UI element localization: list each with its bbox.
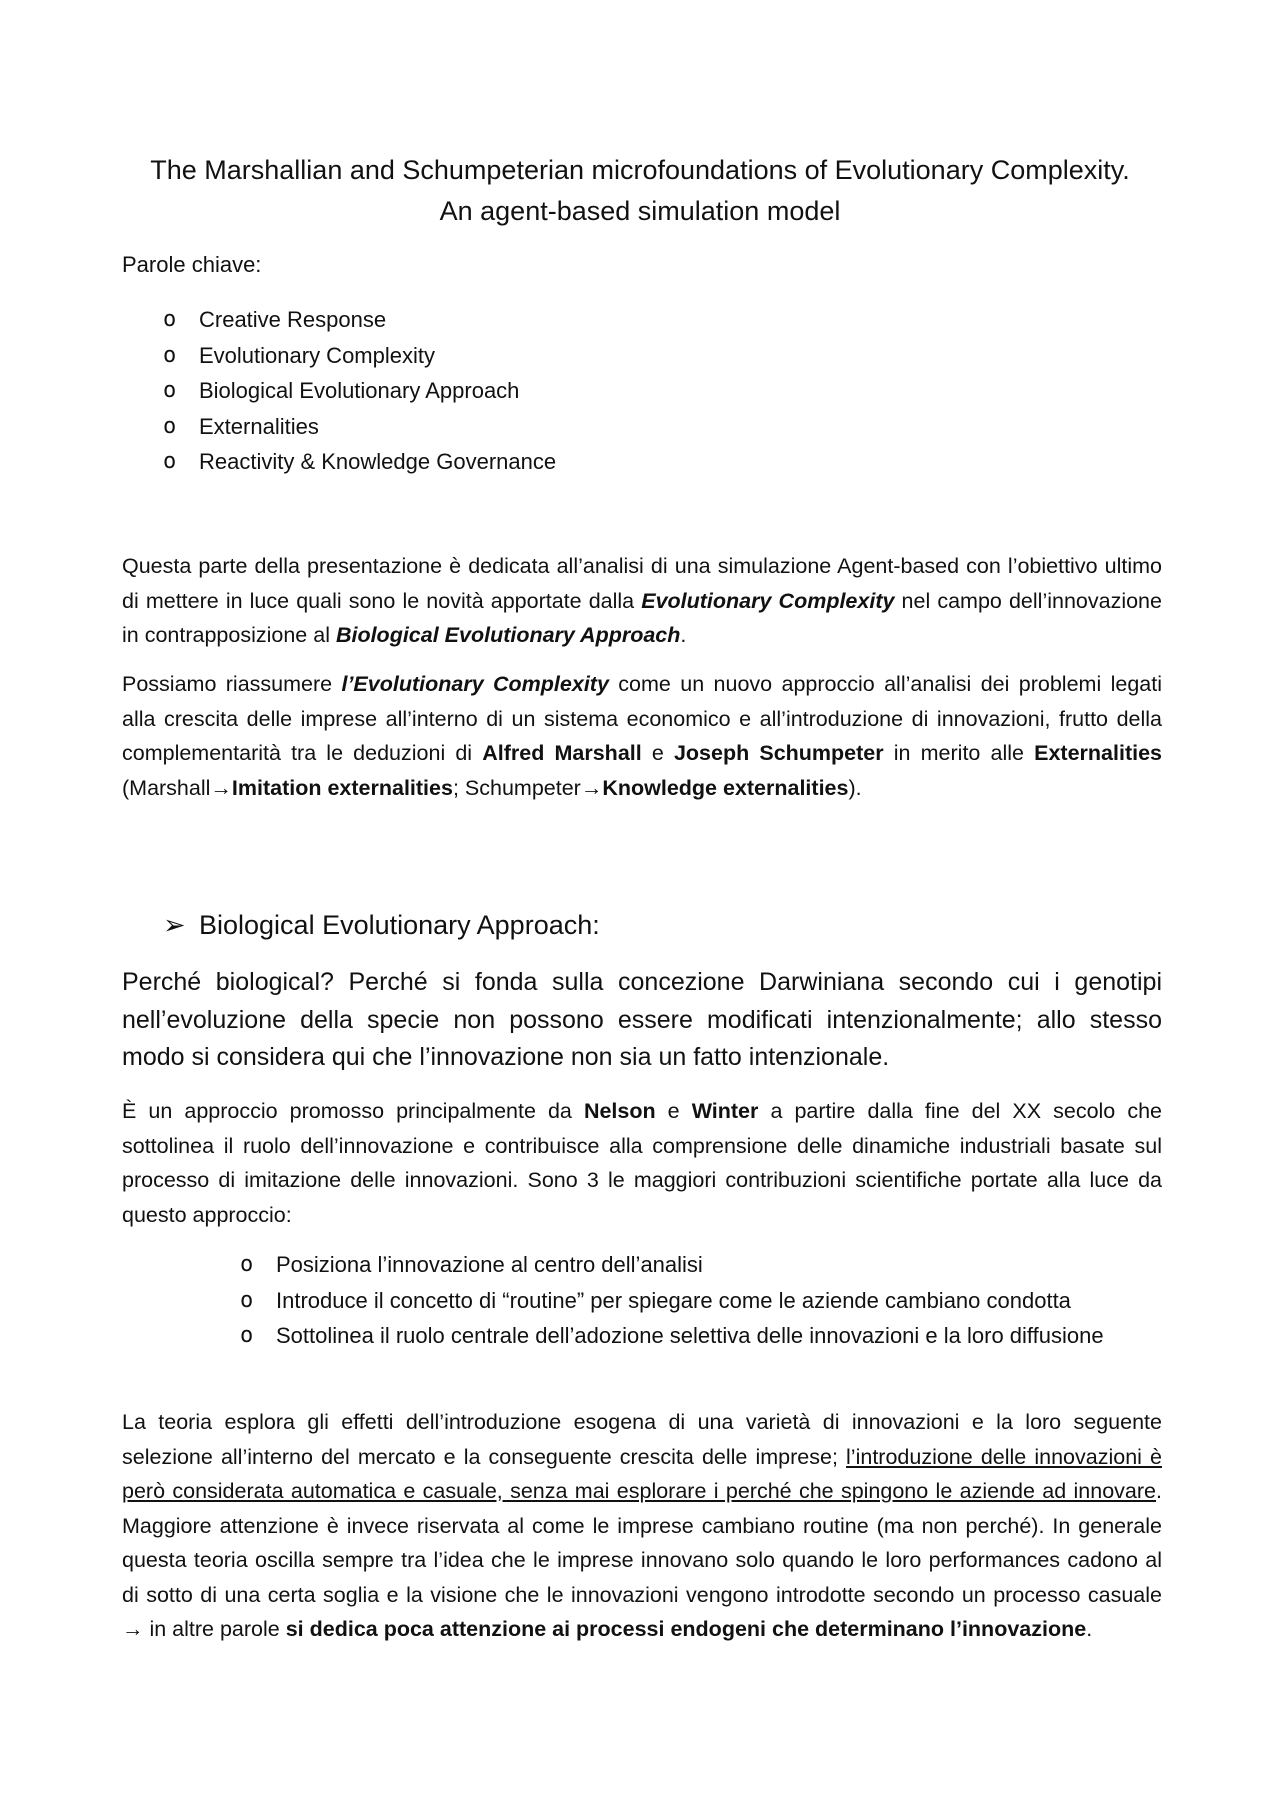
bold-text: Alfred Marshall: [482, 741, 642, 765]
text-run: e: [641, 741, 674, 765]
keywords-list: [163, 302, 556, 480]
right-arrow-icon: →: [122, 1617, 144, 1641]
emphasis-text: Biological Evolutionary Approach: [335, 623, 681, 647]
text-run: (Marshall: [122, 775, 211, 800]
contribution-item: o Introduce il concetto di “routine” per spiegare come le aziende cambiano condotta: [240, 1283, 1162, 1319]
bold-text: Joseph Schumpeter: [673, 741, 884, 765]
bold-text: Externalities: [1034, 741, 1162, 765]
keyword-item: o Externalities: [163, 409, 556, 445]
contributions-list: [240, 1247, 1162, 1354]
section-heading: [163, 908, 600, 942]
section-heading-text: Biological Evolutionary Approach:: [199, 910, 600, 940]
keyword-item: o Biological Evolutionary Approach: [163, 373, 556, 409]
emphasis-text: l’Evolutionary Complexity: [341, 672, 609, 696]
text-run: come un nuovo approccio all’analisi dei problemi legati alla crescita delle imprese all’interno di un sistema economico e all’introduzione di innovazioni, frutto della complementarità tra le deduzioni di: [122, 672, 1162, 765]
keyword-item: o Reactivity & Knowledge Governance: [163, 444, 556, 480]
keywords-label: Parole chiave:: [122, 252, 262, 277]
bold-text: Nelson: [583, 1099, 656, 1123]
arrowhead-bullet-icon: ➢: [163, 910, 186, 940]
bold-text: Knowledge externalities: [602, 775, 849, 800]
document-title: [100, 150, 1180, 232]
contribution-item: o Sottolinea il ruolo centrale dell’adozione selettiva delle innovazioni e la loro diffusione: [240, 1318, 1162, 1354]
bold-text: si dedica poca attenzione ai processi endogeni che determinano l’innovazione: [285, 1617, 1087, 1641]
text-run: in altre parole: [143, 1617, 286, 1641]
text-run: nel campo dell’innovazione in contrapposizione al: [122, 588, 1162, 647]
text-run: e: [655, 1099, 692, 1123]
bold-text: Imitation externalities: [231, 775, 453, 800]
text-run: La teoria esplora gli effetti dell’introduzione esogena di una varietà di innovazioni e la loro seguente selezione all’interno del mercato e la conseguente crescita delle imprese;: [122, 1410, 1162, 1469]
title-line-1: The Marshallian and Schumpeterian microfoundations of Evolutionary Complexity.: [150, 155, 1130, 185]
text-run: È un approccio promosso principalmente da: [122, 1099, 584, 1123]
intro-paragraph-2: [122, 667, 1162, 805]
intro-paragraph-1: [122, 549, 1162, 653]
section-paragraph-2: [122, 1094, 1162, 1232]
right-arrow-icon: →: [210, 775, 232, 800]
text-run: ).: [848, 775, 862, 800]
section-paragraph-3: [122, 1405, 1162, 1647]
text-run: . Maggiore attenzione è invece riservata al come le imprese cambiano routine (ma non perché). In generale questa teoria oscilla sempre tra l’idea che le imprese innovano solo quando le loro performances cadono al di sotto di una certa soglia e la visione che le innovazioni vengono introdotte secondo un processo casuale: [122, 1479, 1162, 1607]
text-run: Possiamo riassumere: [122, 672, 342, 696]
text-run: .: [1086, 1617, 1093, 1641]
text-run: Questa parte della presentazione è dedicata all’analisi di una simulazione Agent-based con l’obiettivo ultimo di mettere in luce quali sono le novità apportate dalla: [122, 554, 1162, 613]
emphasis-text: Evolutionary Complexity: [641, 588, 895, 613]
text-run: in merito alle: [883, 741, 1035, 765]
keyword-item: o Evolutionary Complexity: [163, 338, 556, 374]
underlined-text: l’introduzione delle innovazioni è però considerata automatica e casuale, senza mai esplorare i perché che spingono le aziende ad innovare: [122, 1444, 1162, 1503]
title-line-2: An agent-based simulation model: [439, 196, 841, 226]
bold-text: Winter: [691, 1099, 759, 1123]
text-run: a partire dalla fine del XX secolo che sottolinea il ruolo dell’innovazione e contribuisce alla comprensione delle dinamiche industriali basate sul processo di imitazione delle innovazioni. Sono 3 le maggiori contribuzioni scientifiche portate alla luce da questo approccio:: [122, 1099, 1162, 1227]
contribution-item: o Posiziona l’innovazione al centro dell’analisi: [240, 1247, 1162, 1283]
text-run: .: [680, 623, 687, 647]
text-run: ; Schumpeter: [452, 775, 581, 800]
keyword-item: o Creative Response: [163, 302, 556, 338]
right-arrow-icon: →: [580, 775, 603, 800]
section-paragraph-1: Perché biological? Perché si fonda sulla concezione Darwiniana secondo cui i genotipi nell’evoluzione della specie non possono essere modificati intenzionalmente; allo stesso modo si considera qui che l’innovazione non sia un fatto intenzionale.: [122, 968, 1162, 1071]
